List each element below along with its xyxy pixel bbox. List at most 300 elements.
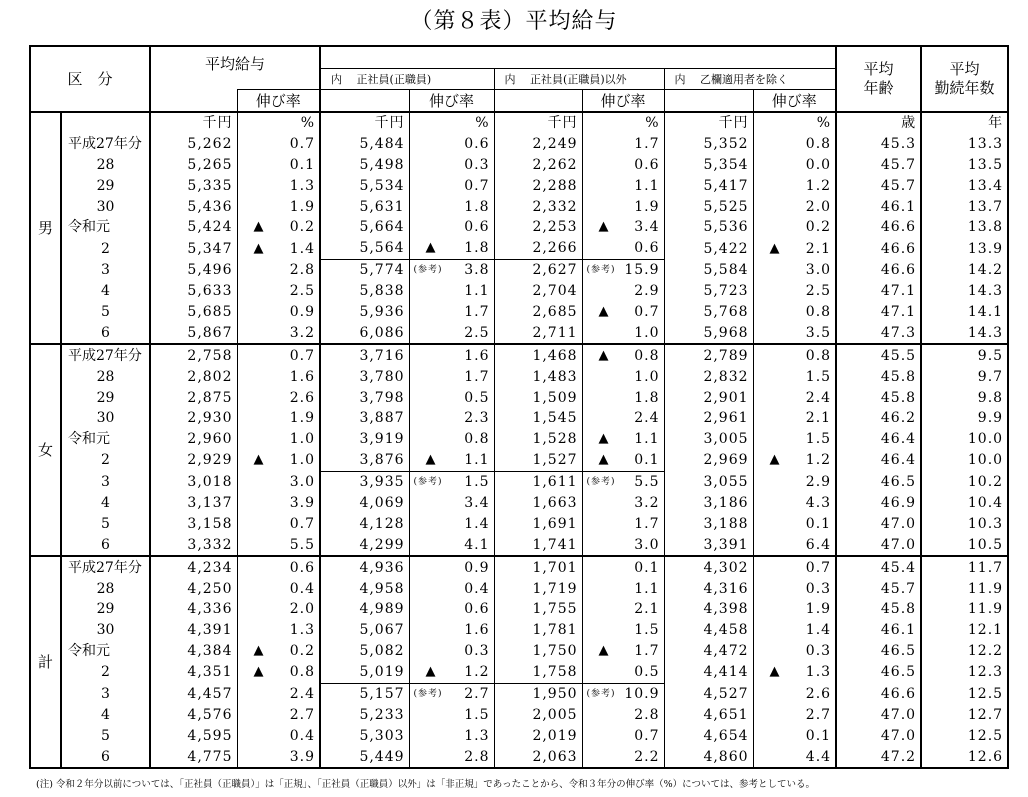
avg-age: 46.6: [836, 259, 921, 280]
excluding-growth: 0.3: [753, 641, 836, 662]
avg-salary: 5,633: [150, 281, 237, 302]
table-row: [30, 493, 1008, 514]
non-regular-growth: 2.4: [582, 408, 664, 429]
non-regular-salary: 1,468: [494, 344, 582, 366]
year-label: 28: [96, 156, 115, 173]
negative-marker: ▲: [253, 452, 265, 468]
avg-salary-growth: 0.7: [237, 344, 320, 366]
excluding-growth: 3.0: [753, 259, 836, 280]
regular-growth: 0.4: [409, 578, 494, 599]
year-label: 令和元: [68, 219, 110, 236]
table-row: [30, 683, 1008, 704]
avg-salary: 5,436: [150, 196, 237, 217]
negative-marker: ▲: [598, 303, 610, 319]
negative-marker: ▲: [598, 219, 610, 235]
excluding-growth: 0.1: [753, 725, 836, 746]
regular-salary: 5,838: [359, 283, 405, 300]
non-regular-salary: 2,627: [494, 259, 582, 280]
non-regular-salary: 1,950: [494, 683, 582, 704]
year-label: 29: [96, 601, 115, 618]
non-regular-salary: 1,758: [494, 662, 582, 683]
header-category: 区 分: [30, 46, 150, 112]
excluding-growth: 1.9: [753, 599, 836, 620]
avg-age: 45.8: [836, 366, 921, 387]
year-label: 3: [101, 261, 110, 278]
excluding-growth: 1.5: [753, 366, 836, 387]
regular-salary: 5,774: [359, 262, 405, 279]
negative-marker: ▲: [425, 664, 437, 680]
avg-salary: 5,424: [150, 217, 237, 238]
regular-salary: 3,780: [359, 368, 405, 385]
table-row: [30, 599, 1008, 620]
regular-growth: 1.1: [409, 281, 494, 302]
avg-salary: 4,384: [150, 641, 237, 662]
excluding-salary: 3,186: [664, 493, 753, 514]
year-label: 30: [96, 198, 115, 215]
non-regular-salary: 2,685: [494, 302, 582, 323]
avg-salary: 5,496: [150, 259, 237, 280]
avg-salary-growth: 0.6: [237, 556, 320, 578]
avg-age: 46.6: [836, 217, 921, 238]
avg-years: 13.5: [921, 154, 1008, 175]
table-row: [30, 534, 1008, 556]
non-regular-growth: (参考) 10.9: [582, 683, 664, 704]
unit-label: 歳: [836, 112, 921, 134]
header-non-regular: 内 正社員(正職員)以外: [494, 68, 664, 89]
negative-marker: ▲: [598, 431, 610, 447]
avg-salary-growth: 0.7: [237, 513, 320, 534]
negative-marker: ▲: [253, 643, 265, 659]
non-regular-growth: 2.9: [582, 281, 664, 302]
non-regular-salary: 2,332: [494, 196, 582, 217]
non-regular-growth: 1.7: [582, 513, 664, 534]
excluding-growth: ▲ 1.3: [753, 662, 836, 683]
regular-growth: 0.3: [409, 641, 494, 662]
year-label: 4: [101, 706, 110, 723]
avg-salary-growth: 0.1: [237, 154, 320, 175]
excluding-salary: 5,584: [664, 259, 753, 280]
unit-label: 千円: [374, 114, 405, 131]
regular-salary: 5,936: [359, 303, 405, 320]
regular-salary: 5,067: [359, 622, 405, 639]
non-regular-growth: 1.0: [582, 366, 664, 387]
regular-salary: 5,498: [359, 156, 405, 173]
avg-years: 12.6: [921, 746, 1008, 768]
excluding-growth: 2.9: [753, 471, 836, 492]
table-row: [30, 366, 1008, 387]
year-label: 5: [101, 303, 110, 320]
excluding-salary: 4,458: [664, 620, 753, 641]
avg-years: 9.7: [921, 366, 1008, 387]
avg-years: 13.4: [921, 175, 1008, 196]
regular-salary: 5,564: [320, 238, 409, 259]
regular-growth: 0.9: [409, 556, 494, 578]
avg-salary: 4,457: [150, 683, 237, 704]
year-label: 3: [101, 685, 110, 702]
non-regular-growth: 0.7: [582, 725, 664, 746]
regular-growth: 0.8: [409, 429, 494, 450]
non-regular-salary: 2,249: [494, 133, 582, 154]
header-avg-years: 平均 勤続年数: [921, 46, 1008, 112]
non-regular-growth: 1.5: [582, 620, 664, 641]
excluding-salary: 5,422: [664, 238, 753, 259]
avg-years: 10.4: [921, 493, 1008, 514]
avg-years: 14.2: [921, 259, 1008, 280]
excluding-salary: 5,768: [664, 302, 753, 323]
table-row: [30, 322, 1008, 344]
non-regular-salary: 2,019: [494, 725, 582, 746]
avg-salary: 5,347: [150, 238, 237, 259]
avg-years: 9.8: [921, 387, 1008, 408]
avg-age: 47.2: [836, 746, 921, 768]
excluding-salary: 4,414: [664, 662, 753, 683]
non-regular-growth: 0.5: [582, 662, 664, 683]
reference-marker: (参考): [413, 265, 443, 276]
avg-age: 45.5: [836, 344, 921, 366]
non-regular-salary: 2,288: [494, 175, 582, 196]
avg-salary-growth: ▲ 0.2: [237, 641, 320, 662]
year-label: 平成27年分: [68, 347, 142, 364]
avg-age: 45.8: [836, 599, 921, 620]
avg-years: 10.0: [921, 450, 1008, 471]
table-row: [30, 471, 1008, 492]
avg-years: 12.2: [921, 641, 1008, 662]
non-regular-growth: 2.1: [582, 599, 664, 620]
year-label: 3: [101, 473, 110, 490]
avg-salary-growth: 0.4: [237, 725, 320, 746]
avg-age: 45.7: [836, 154, 921, 175]
avg-salary: 2,875: [150, 387, 237, 408]
non-regular-salary: 1,741: [494, 534, 582, 556]
reference-marker: (参考): [413, 477, 443, 488]
group-label: 男: [30, 112, 61, 345]
unit-label: 千円: [494, 112, 582, 134]
unit-label: 千円: [150, 112, 237, 134]
non-regular-salary: 1,527: [494, 450, 582, 471]
year-label: 29: [96, 177, 115, 194]
avg-age: 46.5: [836, 662, 921, 683]
group-label: 女: [30, 344, 61, 556]
regular-salary: 5,082: [359, 643, 405, 660]
non-regular-salary: 1,750: [494, 641, 582, 662]
regular-salary: 4,128: [359, 515, 405, 532]
excluding-salary: 4,398: [664, 599, 753, 620]
non-regular-growth: 0.1: [582, 556, 664, 578]
regular-salary: 5,631: [359, 198, 405, 215]
regular-growth: (参考) 2.7: [409, 683, 494, 704]
avg-years: 14.3: [921, 322, 1008, 344]
non-regular-salary: 1,483: [494, 366, 582, 387]
footnote: (注) 令和２年分以前については、「正社員（正職員）」は「正規」、「正社員（正職員）以外」は「非正規」であったことから、令和３年分の伸び率（%）については、参考としている。: [36, 779, 815, 790]
excluding-growth: ▲ 2.1: [753, 238, 836, 259]
avg-salary-growth: ▲ 0.8: [237, 662, 320, 683]
regular-salary: 3,798: [359, 389, 405, 406]
avg-years: 14.1: [921, 302, 1008, 323]
table-row: [30, 513, 1008, 534]
non-regular-salary: 2,063: [494, 746, 582, 768]
negative-marker: ▲: [598, 643, 610, 659]
year-label: 令和元: [68, 431, 110, 448]
excluding-growth: 1.5: [753, 429, 836, 450]
avg-age: 46.4: [836, 429, 921, 450]
excluding-salary: 2,969: [664, 450, 753, 471]
avg-salary-growth: 2.0: [237, 599, 320, 620]
excluding-growth: 0.8: [753, 302, 836, 323]
table-row: [30, 281, 1008, 302]
regular-salary: 6,086: [320, 322, 409, 344]
avg-salary: 5,265: [150, 154, 237, 175]
avg-age: 45.8: [836, 387, 921, 408]
excluding-growth: 0.0: [753, 154, 836, 175]
avg-salary: 5,335: [150, 175, 237, 196]
non-regular-growth: (参考) 15.9: [582, 259, 664, 280]
excluding-salary: 2,832: [664, 366, 753, 387]
regular-growth: ▲ 1.2: [409, 662, 494, 683]
non-regular-salary: 2,253: [494, 217, 582, 238]
non-regular-growth: (参考) 5.5: [582, 471, 664, 492]
excluding-growth: 3.5: [753, 322, 836, 344]
regular-growth: ▲ 1.8: [409, 238, 494, 259]
excluding-salary: 4,302: [664, 556, 753, 578]
excluding-growth: 0.8: [753, 133, 836, 154]
non-regular-salary: 2,711: [494, 322, 582, 344]
non-regular-salary: 1,509: [494, 387, 582, 408]
regular-growth: 3.4: [409, 493, 494, 514]
regular-salary: 5,664: [359, 219, 405, 236]
avg-salary-growth: 1.9: [237, 408, 320, 429]
regular-growth: 1.4: [409, 513, 494, 534]
avg-salary-growth: 3.9: [237, 493, 320, 514]
table-row: [30, 578, 1008, 599]
avg-salary-growth: 0.7: [237, 133, 320, 154]
year-label: 28: [96, 580, 115, 597]
non-regular-salary: 1,663: [494, 493, 582, 514]
regular-growth: 0.6: [409, 599, 494, 620]
avg-age: 47.0: [836, 513, 921, 534]
avg-years: 9.5: [921, 344, 1008, 366]
regular-salary: 3,716: [359, 347, 405, 364]
regular-salary: 3,935: [359, 474, 405, 491]
regular-salary: 4,069: [359, 494, 405, 511]
avg-salary: 2,930: [150, 408, 237, 429]
regular-salary: 3,919: [359, 431, 405, 448]
avg-salary: 3,018: [150, 471, 237, 492]
table-row: [30, 217, 1008, 238]
avg-salary: 5,867: [150, 322, 237, 344]
avg-salary-growth: 3.0: [237, 471, 320, 492]
avg-years: 13.3: [921, 133, 1008, 154]
excluding-growth: 2.1: [753, 408, 836, 429]
excluding-salary: 5,354: [664, 154, 753, 175]
avg-age: 46.5: [836, 641, 921, 662]
unit-label: 千円: [664, 112, 753, 134]
excluding-salary: 2,901: [664, 387, 753, 408]
regular-salary: 5,534: [359, 177, 405, 194]
excluding-growth: 2.6: [753, 683, 836, 704]
avg-salary: 4,775: [150, 746, 237, 768]
page-title: （第８表）平均給与: [410, 9, 618, 34]
regular-growth: 2.3: [409, 408, 494, 429]
avg-years: 11.7: [921, 556, 1008, 578]
excluding-growth: 0.2: [753, 217, 836, 238]
excluding-growth: 2.7: [753, 704, 836, 725]
year-label: 2: [101, 664, 110, 681]
avg-age: 46.1: [836, 620, 921, 641]
excluding-growth: 1.4: [753, 620, 836, 641]
avg-salary-growth: ▲ 1.4: [237, 238, 320, 259]
non-regular-growth: 2.8: [582, 704, 664, 725]
excluding-salary: 4,651: [664, 704, 753, 725]
regular-growth: 0.7: [409, 175, 494, 196]
header-growth-4: 伸び率: [753, 89, 836, 112]
excluding-salary: 4,316: [664, 578, 753, 599]
excluding-growth: 0.3: [753, 578, 836, 599]
regular-salary: 4,989: [359, 601, 405, 618]
excluding-salary: 4,472: [664, 641, 753, 662]
excluding-growth: 2.5: [753, 281, 836, 302]
non-regular-growth: ▲ 1.7: [582, 641, 664, 662]
regular-growth: (参考) 1.5: [409, 471, 494, 492]
table-row: [30, 620, 1008, 641]
negative-marker: ▲: [425, 452, 437, 468]
table-row: [30, 196, 1008, 217]
unit-label: 年: [921, 112, 1008, 134]
regular-growth: 1.7: [409, 302, 494, 323]
excluding-growth: 4.3: [753, 493, 836, 514]
salary-table: [29, 45, 1009, 769]
excluding-salary: 5,352: [664, 133, 753, 154]
avg-age: 46.6: [836, 683, 921, 704]
avg-salary-growth: 1.6: [237, 366, 320, 387]
table-row: [30, 133, 1008, 154]
regular-salary: 3,887: [359, 410, 405, 427]
regular-growth: 1.6: [409, 620, 494, 641]
avg-years: 11.9: [921, 599, 1008, 620]
reference-marker: (参考): [586, 688, 616, 699]
avg-years: 9.9: [921, 408, 1008, 429]
avg-salary: 3,137: [150, 493, 237, 514]
non-regular-growth: 0.6: [582, 238, 664, 259]
table-row: [30, 302, 1008, 323]
excluding-growth: 4.4: [753, 746, 836, 768]
excluding-salary: 3,055: [664, 471, 753, 492]
non-regular-growth: ▲ 0.7: [582, 302, 664, 323]
reference-marker: (参考): [586, 477, 616, 488]
avg-salary-growth: 2.5: [237, 281, 320, 302]
unit-label: %: [409, 112, 494, 134]
avg-age: 47.1: [836, 302, 921, 323]
regular-salary: 5,157: [359, 685, 405, 702]
year-label: 令和元: [68, 643, 110, 660]
excluding-salary: 5,723: [664, 281, 753, 302]
group-label: 計: [30, 556, 61, 768]
avg-age: 47.0: [836, 704, 921, 725]
regular-growth: 1.7: [409, 366, 494, 387]
avg-salary-growth: 0.9: [237, 302, 320, 323]
excluding-growth: 0.1: [753, 513, 836, 534]
avg-years: 11.9: [921, 578, 1008, 599]
non-regular-growth: 1.0: [582, 322, 664, 344]
excluding-salary: 5,417: [664, 175, 753, 196]
excluding-growth: 6.4: [753, 534, 836, 556]
avg-age: 45.3: [836, 133, 921, 154]
avg-age: 46.5: [836, 471, 921, 492]
header-avg-salary: 平均給与: [150, 46, 320, 89]
non-regular-growth: 3.2: [582, 493, 664, 514]
regular-salary: 5,449: [320, 746, 409, 768]
non-regular-salary: 1,611: [494, 471, 582, 492]
non-regular-salary: 1,719: [494, 578, 582, 599]
avg-years: 12.1: [921, 620, 1008, 641]
avg-salary-growth: 2.8: [237, 259, 320, 280]
table-body: [30, 112, 1008, 769]
excluding-salary: 3,188: [664, 513, 753, 534]
avg-years: 12.5: [921, 725, 1008, 746]
avg-years: 10.3: [921, 513, 1008, 534]
year-label: 5: [101, 727, 110, 744]
negative-marker: ▲: [598, 347, 610, 363]
non-regular-salary: 1,701: [494, 556, 582, 578]
table-row: [30, 662, 1008, 683]
avg-salary: 3,332: [150, 534, 237, 556]
table-row: [30, 344, 1008, 366]
excluding-salary: 3,005: [664, 429, 753, 450]
header-excluding: 内 乙欄適用者を除く: [664, 68, 836, 89]
avg-salary: 2,929: [150, 450, 237, 471]
year-label: 5: [101, 515, 110, 532]
avg-salary: 4,391: [150, 620, 237, 641]
avg-salary-growth: 1.3: [237, 620, 320, 641]
regular-salary: 4,958: [359, 580, 405, 597]
excluding-growth: 0.8: [753, 344, 836, 366]
avg-salary-growth: 0.4: [237, 578, 320, 599]
non-regular-growth: 1.7: [582, 133, 664, 154]
unit-label: %: [582, 112, 664, 134]
table-row: [30, 450, 1008, 471]
regular-growth: (参考) 3.8: [409, 259, 494, 280]
avg-salary-growth: 2.6: [237, 387, 320, 408]
avg-age: 45.4: [836, 556, 921, 578]
avg-salary-growth: 1.9: [237, 196, 320, 217]
excluding-growth: 2.0: [753, 196, 836, 217]
avg-years: 10.5: [921, 534, 1008, 556]
header-regular: 内 正社員(正職員): [320, 68, 494, 89]
excluding-salary: 4,860: [664, 746, 753, 768]
units-row: [30, 112, 1008, 134]
year-label: 平成27年分: [68, 559, 142, 576]
non-regular-salary: 1,755: [494, 599, 582, 620]
excluding-growth: ▲ 1.2: [753, 450, 836, 471]
year-label: 平成27年分: [68, 135, 142, 152]
table-row: [30, 556, 1008, 578]
avg-salary: 2,960: [150, 429, 237, 450]
non-regular-growth: 2.2: [582, 746, 664, 768]
avg-years: 10.0: [921, 429, 1008, 450]
year-label: 6: [61, 534, 150, 556]
avg-age: 46.1: [836, 196, 921, 217]
regular-growth: 0.3: [409, 154, 494, 175]
avg-age: 47.3: [836, 322, 921, 344]
avg-salary: 4,234: [150, 556, 237, 578]
excluding-salary: 2,789: [664, 344, 753, 366]
negative-marker: ▲: [598, 452, 610, 468]
avg-age: 46.4: [836, 450, 921, 471]
excluding-growth: 0.7: [753, 556, 836, 578]
excluding-salary: 2,961: [664, 408, 753, 429]
avg-years: 13.7: [921, 196, 1008, 217]
avg-salary-growth: ▲ 0.2: [237, 217, 320, 238]
avg-salary-growth: 3.9: [237, 746, 320, 768]
